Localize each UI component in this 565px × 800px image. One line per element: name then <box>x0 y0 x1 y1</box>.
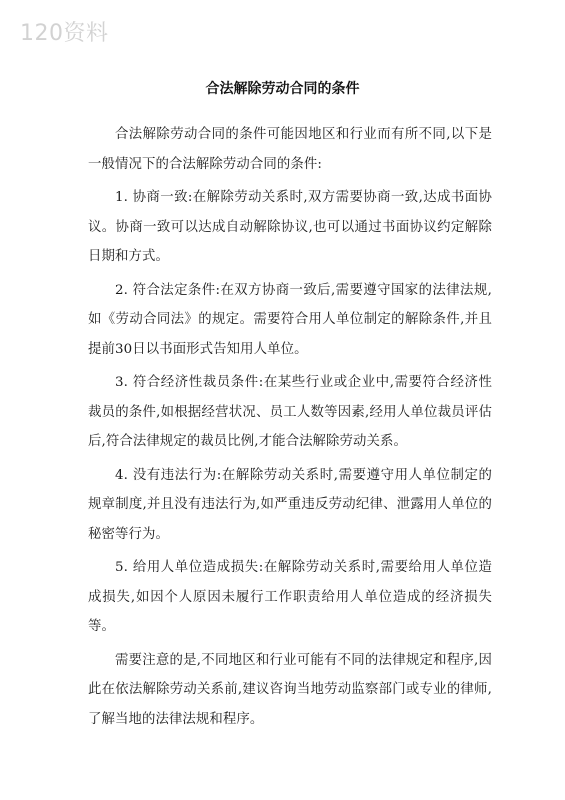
condition-5-paragraph: 5. 给用人单位造成损失:在解除劳动关系时,需要给用人单位造成损失,如因个人原因未履行工作职责给用人单位造成的经济损失等。 <box>88 560 492 634</box>
document-title: 合法解除劳动合同的条件 <box>205 81 360 97</box>
condition-3-paragraph: 3. 符合经济性裁员条件:在某些行业或企业中,需要符合经济性裁员的条件,如根据经营状况、员工人数等因素,经用人单位裁员评估后,符合法律规定的裁员比例,才能合法解除劳动关系。 <box>88 375 492 449</box>
intro-paragraph: 合法解除劳动合同的条件可能因地区和行业而有所不同,以下是一般情况下的合法解除劳动合同的条件: <box>88 127 492 172</box>
note-paragraph: 需要注意的是,不同地区和行业可能有不同的法律规定和程序,因此在依法解除劳动关系前,建议咨询当地劳动监察部门或专业的律师,了解当地的法律法规和程序。 <box>88 652 492 727</box>
condition-2-paragraph: 2. 符合法定条件:在双方协商一致后,需要遵守国家的法律法规,如《劳动合同法》的规定。需要符合用人单位制定的解除条件,并且提前30日以书面形式告知用人单位。 <box>88 282 492 357</box>
condition-4-paragraph: 4. 没有违法行为:在解除劳动关系时,需要遵守用人单位制定的规章制度,并且没有违法行为,如严重违反劳动纪律、泄露用人单位的秘密等行为。 <box>88 467 492 542</box>
watermark-logo: 120资料 <box>20 21 109 46</box>
document-body <box>88 120 492 738</box>
condition-1-paragraph: 1. 协商一致:在解除劳动关系时,双方需要协商一致,达成书面协议。协商一致可以达成自动解除协议,也可以通过书面协议约定解除日期和方式。 <box>88 190 492 264</box>
